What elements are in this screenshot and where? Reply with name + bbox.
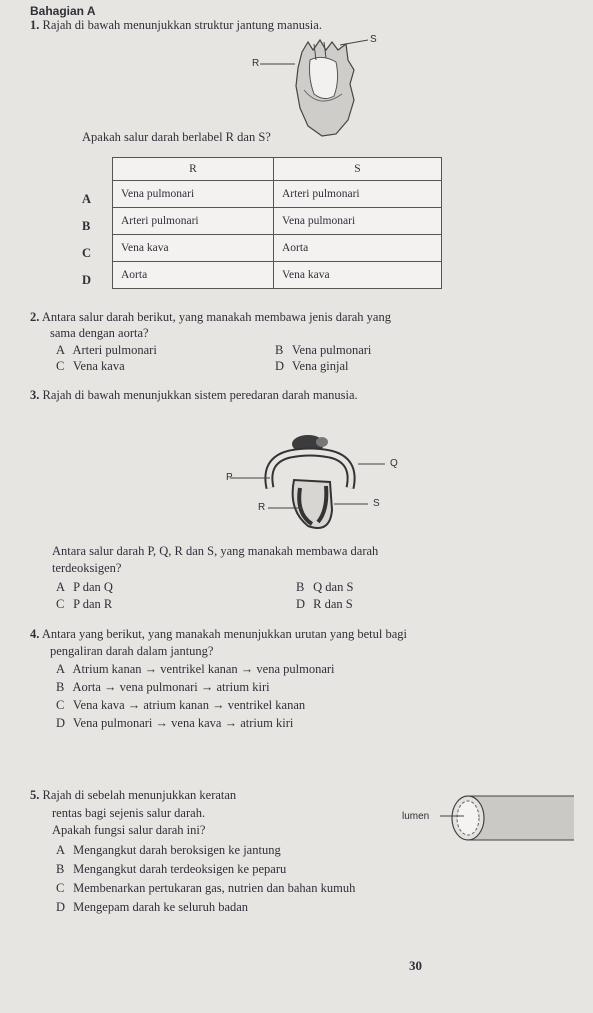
table-header-s: S [274, 158, 442, 181]
table-row[interactable] [113, 208, 442, 235]
q4-stem-line2: pengaliran darah dalam jantung? [50, 644, 214, 658]
q5-option-d[interactable]: D Mengepam darah ke seluruh badan [56, 900, 249, 914]
q5-option-a[interactable]: A Mengangkut darah beroksigen ke jantung [56, 843, 281, 857]
q2-option-a[interactable]: A Arteri pulmonari [56, 343, 157, 357]
q5-option-b[interactable]: B Mengangkut darah terdeoksigen ke peparu [56, 862, 287, 876]
q3-stem-line2: terdeoksigen? [52, 561, 122, 575]
q1-row-letter[interactable]: D [82, 273, 92, 287]
q4-option-a[interactable]: A Atrium kanan → ventrikel kanan → vena pulmonari [56, 662, 335, 676]
q2-number: 2. [30, 310, 40, 324]
q3-option-c[interactable]: C P dan R [56, 597, 113, 611]
table-row[interactable] [113, 181, 442, 208]
q4-number: 4. [30, 627, 40, 641]
table-cell-s: Arteri pulmonari [274, 181, 442, 208]
table-cell-s: Vena pulmonari [274, 208, 442, 235]
q5-option-c[interactable]: C Membenarkan pertukaran gas, nutrien dan bahan kumuh [56, 881, 356, 895]
table-header-row [113, 158, 442, 181]
table-cell-r: Aorta [113, 262, 274, 289]
q5-number: 5. [30, 788, 40, 802]
q3-label-q: Q [390, 458, 398, 469]
q1-label-s: S [370, 34, 377, 45]
q2-stem-line2: sama dengan aorta? [50, 326, 149, 340]
q5-label-lumen: lumen [402, 811, 430, 822]
q3-option-a[interactable]: A P dan Q [56, 580, 113, 594]
q4-option-b[interactable]: B Aorta → vena pulmonari → atrium kiri [56, 680, 270, 694]
q4-option-d[interactable]: D Vena pulmonari → vena kava → atrium kiri [56, 716, 294, 730]
q2-option-d[interactable]: D Vena ginjal [275, 359, 349, 373]
q5-stem-line1 [30, 788, 236, 803]
q1-text: Rajah di bawah menunjukkan struktur jantung manusia. [42, 18, 322, 32]
q3-option-b[interactable]: B Q dan S [296, 580, 354, 594]
q2-option-c[interactable]: C Vena kava [56, 359, 125, 373]
q2-stem-line1 [30, 310, 391, 325]
heart-diagram [250, 30, 400, 138]
q1-number: 1. [30, 18, 40, 32]
q2-option-b[interactable]: B Vena pulmonari [275, 343, 372, 357]
q3-option-d[interactable]: D R dan S [296, 597, 353, 611]
table-cell-r: Vena kava [113, 235, 274, 262]
q5-text-line1: Rajah di sebelah menunjukkan keratan [42, 788, 237, 802]
table-cell-r: Arteri pulmonari [113, 208, 274, 235]
q4-stem-line1 [30, 627, 407, 642]
q3-text: Rajah di bawah menunjukkan sistem peredaran darah manusia. [42, 388, 358, 402]
page-number: 30 [409, 958, 422, 973]
table-row[interactable] [113, 262, 442, 289]
q1-row-letter[interactable]: C [82, 246, 92, 260]
q2-text-line1: Antara salur darah berikut, yang manakah membawa jenis darah yang [41, 310, 391, 324]
q1-answer-table [112, 157, 442, 289]
q5-stem-line3: Apakah fungsi salur darah ini? [52, 823, 206, 837]
q4-option-c[interactable]: C Vena kava → atrium kanan → ventrikel kanan [56, 698, 306, 712]
q1-row-letter[interactable]: B [82, 219, 91, 233]
q3-label-r: R [258, 502, 266, 513]
q3-stem [30, 388, 358, 403]
table-cell-s: Aorta [274, 235, 442, 262]
vessel-cross-section [440, 786, 574, 852]
q1-row-letter[interactable]: A [82, 192, 92, 206]
q3-stem-line1: Antara salur darah P, Q, R dan S, yang manakah membawa darah [52, 544, 379, 558]
q1-label-r: R [252, 58, 260, 69]
q3-number: 3. [30, 388, 40, 402]
circulation-diagram [230, 430, 410, 540]
q1-question: Apakah salur darah berlabel R dan S? [82, 130, 271, 144]
q5-stem-line2: rentas bagi sejenis salur darah. [52, 806, 206, 820]
q4-text-line1: Antara yang berikut, yang manakah menunjukkan urutan yang betul bagi [41, 627, 407, 641]
table-header-r: R [113, 158, 274, 181]
table-cell-r: Vena pulmonari [113, 181, 274, 208]
table-row[interactable] [113, 235, 442, 262]
q3-label-p: P [226, 472, 233, 483]
q3-label-s: S [373, 498, 380, 509]
section-title: Bahagian A [30, 4, 96, 18]
table-cell-s: Vena kava [274, 262, 442, 289]
